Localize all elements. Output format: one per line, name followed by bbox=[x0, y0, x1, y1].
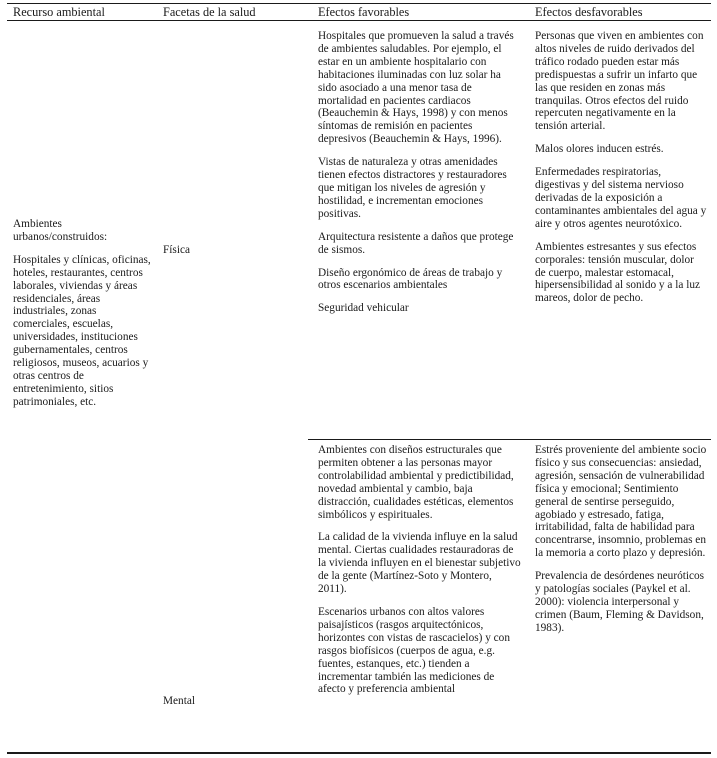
recurso-cell bbox=[13, 218, 155, 409]
fisica-desfavorables bbox=[535, 30, 707, 305]
faceta-mental: Mental bbox=[163, 695, 195, 707]
mental-favorable-item: Ambientes con diseños estructurales que permiten obtener a las personas mayor controlabilidad ambiental y predictibilidad, novedad ambiental y cambio, baja distracción, cualidades estéticas, elementos simbólicos y espirituales. bbox=[318, 444, 514, 521]
fisica-favorable-item: Vistas de naturaleza y otras amenidades tienen efectos distractores y restauradores que mitigan los niveles de agresión y hostilidad, e incrementan emociones positivas. bbox=[318, 156, 507, 220]
header-recurso: Recurso ambiental bbox=[13, 5, 105, 19]
table-bottom-rule bbox=[7, 752, 711, 754]
fisica-desfavorable-item: Ambientes estresantes y sus efectos corporales: tensión muscular, dolor de cuerpo, malestar estomacal, hipersensibilidad al sonido y a la luz mareos, dolor de pecho. bbox=[535, 240, 701, 305]
header-desfavorables: Efectos desfavorables bbox=[535, 5, 643, 19]
fisica-desfavorable-item: Malos olores inducen estrés. bbox=[535, 143, 664, 156]
mental-favorable-item: Escenarios urbanos con altos valores paisajísticos (rasgos arquitectónicos, horizontes con vistas de rascacielos) y con rasgos biofísicos (cuerpos de agua, e.g. fuentes, estanques, etc.) tienden a incrementar también las mediciones de afecto y preferencia ambiental bbox=[318, 605, 510, 696]
section-divider bbox=[308, 439, 711, 440]
header-facetas: Facetas de la salud bbox=[163, 5, 256, 19]
fisica-favorables bbox=[318, 30, 522, 315]
fisica-desfavorable-item: Personas que viven en ambientes con altos niveles de ruido derivados del tráfico rodado pueden estar más predispuestas a sufrir un infarto que las que residen en zonas más tranquilas. Otros efectos del ruido repercuten negativamente en la tensión arterial. bbox=[535, 30, 704, 133]
fisica-favorable-item: Seguridad vehicular bbox=[318, 302, 409, 315]
table-top-rule bbox=[7, 3, 711, 4]
fisica-favorable-item: Hospitales que promueven la salud a través de ambientes saludables. Por ejemplo, el estar en un ambiente hospitalario con habitaciones iluminadas con luz solar ha sido asociado a una menor tasa de mortalidad en pacientes cardiacos (Beauchemin & Hays, 1998) y con menos síntomas de remisión en pacientes depresivos (Beauchemin & Hays, 1996). bbox=[318, 30, 514, 146]
mental-desfavorable-item: Estrés proveniente del ambiente socio físico y sus consecuencias: ansiedad, agresión, sensación de vulnerabilidad física y emocional; Sentimiento general de sentirse perseguido, agobiado y estresado, fatiga, irritabilidad, falta de habilidad para concentrarse, insomnio, problemas en la memoria a corto plazo y depresión. bbox=[535, 444, 707, 560]
mental-favorable-item: La calidad de la vivienda influye en la salud mental. Ciertas cualidades restauradoras de la vivienda influyen en el bienestar subjetivo de la gente (Martínez-Soto y Montero, 2011). bbox=[318, 531, 521, 596]
fisica-favorable-item: Diseño ergonómico de áreas de trabajo y otros escenarios ambientales bbox=[318, 266, 503, 292]
recurso-examples: Hospitales y clínicas, oficinas, hoteles, restaurantes, centros laborales, viviendas y áreas residenciales, áreas industriales, zonas comerciales, escuelas, universidades, instituciones gubernamentales, centros religiosos, museos, acuarios y otras centros de entretenimiento, sitios patrimoniales, etc. bbox=[13, 253, 151, 408]
mental-favorables bbox=[318, 444, 522, 696]
mental-desfavorables bbox=[535, 444, 707, 635]
mental-desfavorable-item: Prevalencia de desórdenes neuróticos y patologías sociales (Paykel et al. 2000): violencia interpersonal y crimen (Baum, Fleming & Davidson, 1983). bbox=[535, 570, 705, 634]
faceta-fisica: Física bbox=[163, 244, 190, 256]
header-rule bbox=[7, 20, 711, 21]
fisica-favorable-item: Arquitectura resistente a daños que protege de sismos. bbox=[318, 230, 514, 256]
header-favorables: Efectos favorables bbox=[318, 5, 410, 19]
fisica-desfavorable-item: Enfermedades respiratorias, digestivas y del sistema nervioso derivadas de la exposición a contaminantes ambientales del agua y aire y otros agentes neurotóxico. bbox=[535, 166, 707, 230]
recurso-title: Ambientes urbanos/construidos: bbox=[13, 218, 108, 243]
